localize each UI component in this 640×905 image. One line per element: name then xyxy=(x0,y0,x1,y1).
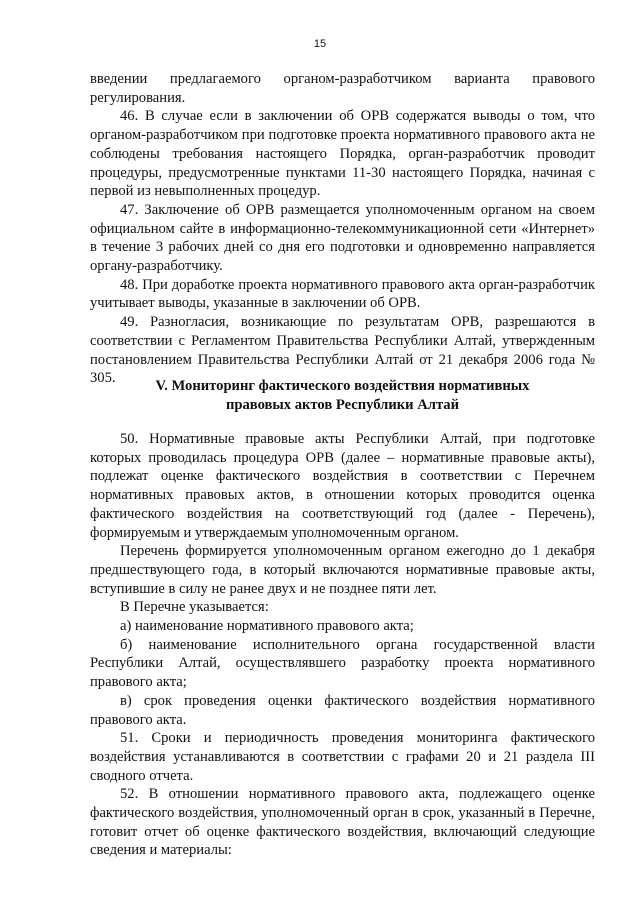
paragraph-49: 49. Разногласия, возникающие по результатам ОРВ, разрешаются в соответствии с Регламентом Правительства Республики Алтай, утвержденным постановлением Правительства Республики Алтай от 21 декабря 2006 года № 305. xyxy=(90,314,595,387)
paragraph-50: 50. Нормативные правовые акты Республики Алтай, при подготовке которых проводилась процедура ОРВ (далее – нормативные правовые акты), подлежат оценке фактического воздействия в соответствии с Перечнем нормативных правовых актов, в отношении которых проводится оценка фактического воздействия на соответствующий год (далее - Перечень), формируемым и утверждаемым уполномоченным органом. xyxy=(90,431,595,541)
list-item-a: а) наименование нормативного правового акта; xyxy=(120,618,414,635)
paragraph-51: 51. Сроки и периодичность проведения мониторинга фактического воздействия устанавливаются в соответствии с графами 20 и 21 раздела III сводного отчета. xyxy=(90,730,595,784)
paragraph-list-formation: Перечень формируется уполномоченным органом ежегодно до 1 декабря предшествующего года, в который включаются нормативные правовые акты, вступившие в силу не ранее двух и не позднее пяти лет. xyxy=(90,543,595,597)
paragraph-continuation: введении предлагаемого органом-разработчиком варианта правового регулирования. xyxy=(90,71,595,106)
list-item-b: б) наименование исполнительного органа государственной власти Республики Алтай, осуществлявшего разработку проекта нормативного правового акта; xyxy=(90,636,595,691)
page-number: 15 xyxy=(313,38,327,50)
section-heading-line-1: V. Мониторинг фактического воздействия нормативных xyxy=(155,378,530,394)
top-text-block xyxy=(90,70,595,388)
section-heading-line-2: правовых актов Республики Алтай xyxy=(225,396,460,413)
paragraph-list-intro: В Перечне указывается: xyxy=(120,599,269,616)
paragraph-47: 47. Заключение об ОРВ размещается уполномоченным органом на своем официальном сайте в информационно-телекоммуникационной сети «Интернет» в течение 3 рабочих дней со дня его подготовки и одновременно направляется органу-разработчику. xyxy=(90,201,595,275)
section-heading xyxy=(90,377,595,414)
paragraph-46: 46. В случае если в заключении об ОРВ содержатся выводы о том, что органом-разработчиком при подготовке проекта нормативного правового акта не соблюдены требования настоящего Порядка, орган-разработчик проводит процедуры, предусмотренные пунктами 11-30 настоящего Порядка, начиная с первой из невыполненных процедур. xyxy=(90,108,595,200)
list-item-v: в) срок проведения оценки фактического воздействия нормативного правового акта. xyxy=(90,692,595,728)
paragraph-52: 52. В отношении нормативного правового акта, подлежащего оценке фактического воздействия, уполномоченный орган в срок, указанный в Перечне, готовит отчет об оценке фактического воздействия, включающий следующие сведения и материалы: xyxy=(90,786,595,859)
bottom-text-block xyxy=(90,430,595,860)
paragraph-48: 48. При доработке проекта нормативного правового акта орган-разработчик учитывает выводы, указанные в заключении об ОРВ. xyxy=(90,276,595,312)
